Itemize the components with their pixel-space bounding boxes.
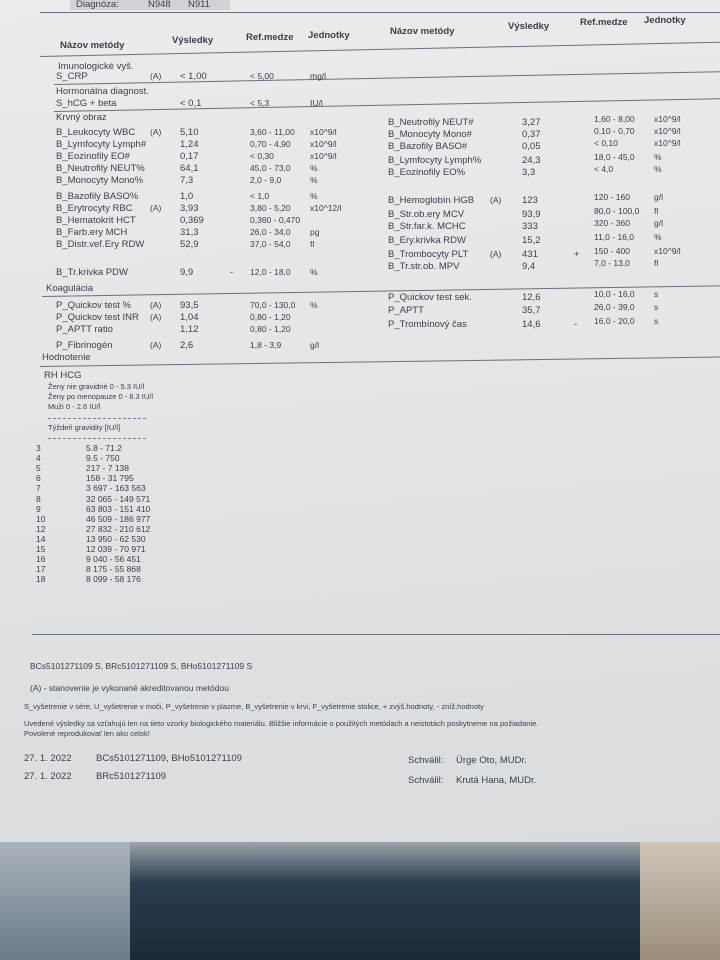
section-hormonal: Hormonálna diagnost. xyxy=(56,86,149,97)
reference-range: 0,70 - 4,90 xyxy=(250,139,291,149)
reference-range: 1,60 - 8,00 xyxy=(594,114,635,124)
reference-range: 7,0 - 13,0 xyxy=(594,258,630,268)
result-name: S_hCG + beta xyxy=(56,98,117,109)
result-name: B_Str.far.k. MCHC xyxy=(388,221,466,232)
unit: s xyxy=(654,316,659,326)
footer-rule xyxy=(32,634,720,635)
gestation-week: 3 xyxy=(36,443,41,453)
hcg-ref-line: Muži 0 - 2.6 IU/l xyxy=(48,402,101,411)
approval-date: 27. 1. 2022 xyxy=(24,753,72,764)
hcg-title: RH HCG xyxy=(44,370,82,381)
result-name: B_Ery.krivka RDW xyxy=(388,235,466,246)
result-name: B_Bazofily BASO# xyxy=(388,141,468,152)
reference-range: 0,10 - 0,70 xyxy=(594,126,635,136)
unit: % xyxy=(654,152,662,162)
result-name: B_Lymfocyty Lymph# xyxy=(56,139,147,150)
result-name: B_Bazofily BASO% xyxy=(56,191,139,202)
result-name: B_Hematokrit HCT xyxy=(56,215,136,226)
result-name: B_Lymfocyty Lymph% xyxy=(388,155,482,166)
approval-codes: BRc5101271109 xyxy=(96,771,167,782)
gestation-week: 15 xyxy=(36,544,46,554)
hcg-range: 13 950 - 62 530 xyxy=(86,533,146,544)
reference-range: < 1,0 xyxy=(250,191,270,201)
result-value: 52,9 xyxy=(180,239,199,250)
hcg-range: 12 039 - 70 971 xyxy=(86,544,146,554)
gestation-week: 16 xyxy=(36,554,46,565)
unit: x10^9/l xyxy=(654,126,681,136)
accredited-flag: (A) xyxy=(150,312,162,322)
unit: fl xyxy=(654,206,659,216)
approval-date: 27. 1. 2022 xyxy=(24,771,72,782)
deviation-marker: - xyxy=(574,319,578,330)
unit: fl xyxy=(654,258,659,268)
result-value: 0,17 xyxy=(180,151,199,162)
reference-range: 37,0 - 54,0 xyxy=(250,239,291,249)
hcg-ref-line: Ženy po menopauze 0 - 8.3 IU/l xyxy=(48,392,154,401)
unit: % xyxy=(310,267,318,277)
gestation-week: 14 xyxy=(36,533,46,544)
result-value: 0,369 xyxy=(180,215,204,226)
result-value: 9,4 xyxy=(522,261,536,272)
result-name: B_Monocyty Mono# xyxy=(388,129,472,140)
diagnosis-code-1: N948 xyxy=(148,0,171,10)
reference-range: 150 - 400 xyxy=(594,246,630,256)
result-value: 15,2 xyxy=(522,235,541,246)
result-name: B_Leukocyty WBC xyxy=(56,127,136,138)
result-value: 0,05 xyxy=(522,141,541,152)
hcg-range: 8 099 - 58 176 xyxy=(86,574,141,585)
hcg-range: 9 040 - 56 451 xyxy=(86,554,141,565)
unit: % xyxy=(654,164,662,174)
result-name: P_Quickov test % xyxy=(56,300,131,311)
result-value: 7,3 xyxy=(180,175,194,186)
reference-range: < 5,3 xyxy=(250,98,270,108)
sample-codes: BCs5101271109 S, BRc5101271109 S, BHo5101271109 S xyxy=(30,661,253,671)
result-value: 431 xyxy=(522,249,538,260)
result-name: B_Tr.str.ob. MPV xyxy=(388,261,460,272)
gestation-week: 5 xyxy=(36,463,41,474)
accredited-flag: (A) xyxy=(490,195,502,205)
result-name: P_APTT xyxy=(388,305,424,316)
col-header-ref-left: Ref.medze xyxy=(246,32,294,43)
reference-range: 120 - 160 xyxy=(594,192,630,202)
result-value: 93,9 xyxy=(522,209,541,220)
result-name: B_Monocyty Mono% xyxy=(56,175,144,186)
result-name: B_Eozinofily EO% xyxy=(388,167,466,178)
hcg-table-title: Týždeň gravidity [IU/l] xyxy=(48,423,121,432)
accredited-flag: (A) xyxy=(150,300,162,310)
unit: x10^9/l xyxy=(654,114,681,124)
result-name: P_Quickov test INR xyxy=(56,312,139,323)
unit: x10^9/l xyxy=(654,246,681,256)
result-name: P_Fibrinogén xyxy=(56,340,113,351)
top-rule xyxy=(40,12,720,13)
result-value: 24,3 xyxy=(522,155,541,166)
unit: x10^9/l xyxy=(654,138,681,148)
unit: mg/l xyxy=(310,71,327,81)
unit: g/l xyxy=(310,340,319,350)
header-rule xyxy=(40,42,720,57)
unit: % xyxy=(654,232,662,242)
accredited-flag: (A) xyxy=(490,249,502,259)
approval-label: Schválil: xyxy=(408,755,444,766)
gestation-week: 18 xyxy=(36,574,46,585)
legend-note: S_vyšetrenie v sére, U_vyšetrenie v moči, P_vyšetrenie v plazme, B_vyšetrenie v krvi, F_vyšetrenie stolice, + zvýš.hodnoty, - zníž.hodnoty xyxy=(24,702,484,711)
reference-range: 11,0 - 16,0 xyxy=(594,232,635,242)
unit: pg xyxy=(310,227,320,237)
result-value: 64,1 xyxy=(180,163,199,174)
accredited-flag: (A) xyxy=(150,127,162,137)
gestation-week: 8 xyxy=(36,493,41,504)
reference-range: 0,360 - 0,470 xyxy=(250,215,301,225)
section-blood-count: Krvný obraz xyxy=(56,112,107,123)
result-name: B_Hemoglobín HGB xyxy=(388,195,475,206)
approval-name: Krutá Hana, MUDr. xyxy=(456,775,537,786)
col-header-results-right: Výsledky xyxy=(508,21,550,32)
result-name: P_APTT ratio xyxy=(56,324,113,335)
diagnosis-label: Diagnóza: xyxy=(76,0,119,10)
result-name: P_Quickov test sek. xyxy=(388,292,472,303)
result-name: B_Farb.ery MCH xyxy=(56,227,128,238)
reference-range: 10,0 - 16,0 xyxy=(594,289,635,299)
gestation-week: 9 xyxy=(36,503,41,514)
result-name: B_Neutrofily NEUT# xyxy=(388,117,474,128)
unit: % xyxy=(310,300,318,310)
reference-range: 80,0 - 100,0 xyxy=(594,206,640,216)
col-header-name-left: Názov metódy xyxy=(60,40,125,51)
gestation-week: 10 xyxy=(36,513,46,524)
diagnosis-code-2: N911 xyxy=(188,0,211,10)
reference-range: 0,80 - 1,20 xyxy=(250,312,291,322)
reference-range: 320 - 360 xyxy=(594,218,630,228)
hcg-ref-line: Ženy nie gravidné 0 - 5.3 IU/l xyxy=(48,382,145,391)
reference-range: < 4,0 xyxy=(594,164,614,174)
approval-name: Ürge Oto, MUDr. xyxy=(456,755,527,766)
result-name: S_CRP xyxy=(56,71,88,82)
col-header-results-left: Výsledky xyxy=(172,35,214,46)
col-header-units-left: Jednotky xyxy=(308,30,350,41)
unit: % xyxy=(310,191,318,201)
hcg-range: 27 832 - 210 612 xyxy=(86,523,151,534)
col-header-ref-right: Ref.medze xyxy=(580,17,628,28)
reference-range: 70,0 - 130,0 xyxy=(250,300,296,310)
hcg-range: 46 509 - 186 977 xyxy=(86,513,151,524)
result-value: 14,6 xyxy=(522,319,541,330)
result-name: B_Eozinofily EO# xyxy=(56,151,130,162)
unit: x10^9/l xyxy=(310,151,337,161)
col-header-name-right: Názov metódy xyxy=(390,26,455,37)
section-evaluation: Hodnotenie xyxy=(42,352,91,363)
reference-range: 0,80 - 1,20 xyxy=(250,324,291,334)
result-value: 2,6 xyxy=(180,340,194,351)
result-name: B_Erytrocyty RBC xyxy=(56,203,133,214)
col-header-units-right: Jednotky xyxy=(644,15,686,26)
reference-range: < 0,30 xyxy=(250,151,274,161)
result-value: 3,27 xyxy=(522,117,541,128)
reference-range: 3,80 - 5,20 xyxy=(250,203,291,213)
gestation-week: 12 xyxy=(36,523,46,534)
reference-range: 18,0 - 45,0 xyxy=(594,152,635,162)
unit: s xyxy=(654,302,659,312)
result-value: 1,12 xyxy=(180,324,199,335)
unit: % xyxy=(310,175,318,185)
hcg-range: 5.8 - 71.2 xyxy=(86,443,122,453)
result-value: < 0,1 xyxy=(180,98,202,109)
unit: x10^9/l xyxy=(310,139,337,149)
hcg-range: 8 175 - 55 868 xyxy=(86,564,141,575)
unit: % xyxy=(310,163,318,173)
result-value: 93,5 xyxy=(180,300,199,311)
hcg-range: 63 803 - 151 410 xyxy=(86,503,151,514)
background-surface xyxy=(0,842,720,960)
result-value: 31,3 xyxy=(180,227,199,238)
gestation-week: 17 xyxy=(36,564,46,575)
result-value: 5,10 xyxy=(180,127,199,138)
unit: x10^12/l xyxy=(310,203,342,213)
hcg-range: 217 - 7 138 xyxy=(86,463,130,474)
approval-label: Schválil: xyxy=(408,775,444,786)
unit: fl xyxy=(310,239,315,249)
reference-range: 2,0 - 9,0 xyxy=(250,175,282,185)
validity-note: Uvedené výsledky sa vzťahujú len na tieto vzorky biologického materiálu. Bližšie informácie o použitých metódach a neistotách poskytneme na požiadanie. xyxy=(24,719,539,728)
result-name: B_Trombocyty PLT xyxy=(388,249,469,260)
result-name: P_Trombínový čas xyxy=(388,319,467,330)
unit: x10^9/l xyxy=(310,127,337,137)
reference-range: < 5,00 xyxy=(250,71,274,81)
unit: g/l xyxy=(654,192,663,202)
reference-range: 3,60 - 11,00 xyxy=(250,127,295,137)
section-immunology: Imunologické vyš. xyxy=(58,61,134,72)
reference-range: 26,0 - 34,0 xyxy=(250,227,291,237)
result-value: 35,7 xyxy=(522,305,541,316)
result-name: B_Neutrofily NEUT% xyxy=(56,163,145,174)
gestation-week: 7 xyxy=(36,483,41,494)
result-name: B_Distr.veľ.Ery RDW xyxy=(56,239,145,250)
deviation-marker: - xyxy=(230,267,234,278)
gestation-week: 6 xyxy=(36,473,41,484)
result-value: 333 xyxy=(522,221,538,232)
deviation-marker: + xyxy=(574,249,580,260)
accredited-flag: (A) xyxy=(150,203,162,213)
hcg-range: 9.5 - 750 xyxy=(86,453,120,464)
result-value: 1,24 xyxy=(180,139,199,150)
result-value: 1,04 xyxy=(180,312,199,323)
result-value: 9,9 xyxy=(180,267,194,278)
accredited-flag: (A) xyxy=(150,340,162,350)
accreditation-note: (A) - stanovenie je vykonané akreditovanou metódou xyxy=(30,683,229,693)
result-value: 0,37 xyxy=(522,129,541,140)
reference-range: 12,0 - 18,0 xyxy=(250,267,291,277)
hcg-range: 3 697 - 163 563 xyxy=(86,483,146,494)
hcg-range: 32 065 - 149 571 xyxy=(86,493,151,504)
result-value: 3,3 xyxy=(522,167,536,178)
result-name: B_Str.ob.ery MCV xyxy=(388,209,465,220)
hcg-range: 158 - 31 795 xyxy=(86,473,134,484)
result-value: 3,93 xyxy=(180,203,199,214)
section-coagulation: Koagulácia xyxy=(46,283,94,294)
reproduction-note: Povolené reprodukovať len ako celok! xyxy=(24,729,150,738)
reference-range: 16,0 - 20,0 xyxy=(594,316,635,326)
reference-range: 45,0 - 73,0 xyxy=(250,163,291,173)
result-name: B_Tr.krivka PDW xyxy=(56,267,128,278)
result-value: 1,0 xyxy=(180,191,194,202)
unit: g/l xyxy=(654,218,663,228)
result-value: < 1,00 xyxy=(180,71,207,82)
reference-range: 1,8 - 3,9 xyxy=(250,340,282,350)
reference-range: < 0,10 xyxy=(594,138,618,148)
approval-codes: BCs5101271109, BHo5101271109 xyxy=(96,753,242,764)
unit: s xyxy=(654,289,659,299)
result-value: 123 xyxy=(522,195,538,206)
unit: IU/l xyxy=(310,98,323,108)
result-value: 12,6 xyxy=(522,292,541,303)
accredited-flag: (A) xyxy=(150,71,162,81)
reference-range: 26,0 - 39,0 xyxy=(594,302,635,312)
gestation-week: 4 xyxy=(36,453,41,464)
